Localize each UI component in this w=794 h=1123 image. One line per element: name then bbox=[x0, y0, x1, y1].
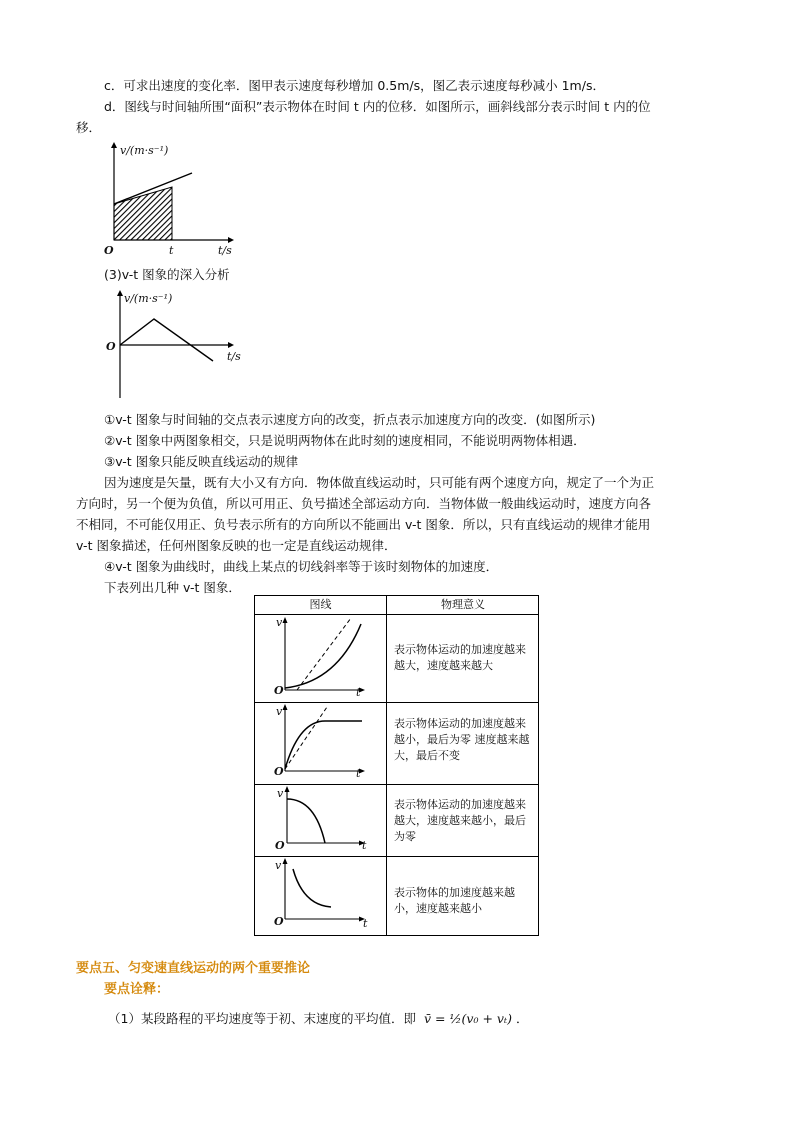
section-3-heading: (3)v-t 图象的深入分析 bbox=[104, 267, 230, 282]
row3-o: O bbox=[275, 839, 285, 852]
fig1-ylabel: v/(m·s⁻¹) bbox=[120, 144, 169, 157]
table-row bbox=[255, 614, 538, 702]
figure-turning-svg bbox=[100, 288, 250, 400]
paragraph-d-line1: d．图线与时间轴所围“面积”表示物体在时间 t 内的位移．如图所示，画斜线部分表示时间 t 内的位 bbox=[104, 99, 651, 114]
point-3-line3: 不相同，不可能仅用正、负号表示所有的方向所以不能画出 v-t 图象．所以，只有直线运动的规律才能用 bbox=[76, 517, 651, 532]
row4-o: O bbox=[274, 915, 284, 928]
header-meaning: 物理意义 bbox=[441, 598, 485, 611]
row1-t: t bbox=[356, 686, 361, 699]
fig2-origin: O bbox=[106, 340, 116, 353]
formula-text: （1）某段路程的平均速度等于初、末速度的平均值．即 bbox=[108, 1011, 416, 1026]
paragraph-d-line2: 移． bbox=[76, 120, 102, 135]
point-1: ①v-t 图象与时间轴的交点表示速度方向的改变，折点表示加速度方向的改变．(如图所示) bbox=[104, 412, 596, 427]
row4-t: t bbox=[363, 917, 368, 930]
point-3-line1: 因为速度是矢量，既有大小又有方向．物体做直线运动时，只可能有两个速度方向，规定了一个为正 bbox=[104, 475, 655, 490]
fig2-xlabel: t/s bbox=[227, 350, 241, 363]
point-3: ③v-t 图象只能反映直线运动的规律 bbox=[104, 454, 299, 469]
fig2-ylabel: v/(m·s⁻¹) bbox=[124, 292, 173, 305]
point-3-line2: 方向时，另一个便为负值，所以可用正、负号描述全部运动方向．当物体做一般曲线运动时，速度方向各 bbox=[76, 496, 652, 511]
point-3-line4: v-t 图象描述，任何州图象反映的也一定是直线运动规律． bbox=[76, 538, 397, 553]
fig1-origin: O bbox=[104, 244, 114, 257]
section-5-title: 要点五、匀变速直线运动的两个重要推论 bbox=[76, 961, 311, 976]
table-intro: 下表列出几种 v-t 图象． bbox=[104, 580, 241, 595]
row1-o: O bbox=[274, 684, 284, 697]
vt-graph-table bbox=[254, 595, 539, 936]
table-row bbox=[255, 857, 538, 936]
paragraph-c: c．可求出速度的变化率．图甲表示速度每秒增加 0.5m/s，图乙表示速度每秒减小 1m/s． bbox=[104, 78, 605, 93]
figure-turning-vt bbox=[100, 288, 250, 400]
row2-t: t bbox=[356, 767, 361, 780]
header-graph: 图线 bbox=[309, 598, 332, 611]
row3-meaning: 表示物体运动的加速度越来越大，速度越来越小，最后为零 bbox=[394, 798, 526, 843]
section-5-subtitle: 要点诠释： bbox=[104, 982, 170, 997]
point-4: ④v-t 图象为曲线时，曲线上某点的切线斜率等于该时刻物体的加速度． bbox=[104, 559, 499, 574]
point-2: ②v-t 图象中两图象相交，只是说明两物体在此时刻的速度相同，不能说明两物体相遇． bbox=[104, 433, 586, 448]
row4-v: v bbox=[275, 859, 282, 872]
formula-line bbox=[108, 1010, 528, 1027]
fig1-xlabel: t/s bbox=[218, 244, 232, 257]
row4-meaning: 表示物体的加速度越来越小，速度越来越小 bbox=[394, 886, 515, 915]
table-row bbox=[255, 703, 538, 784]
table-header-row bbox=[255, 596, 538, 615]
row1-v: v bbox=[276, 616, 283, 629]
row1-meaning: 表示物体运动的加速度越来越大，速度越来越大 bbox=[394, 643, 526, 672]
row3-v: v bbox=[277, 787, 284, 800]
row2-o: O bbox=[274, 765, 284, 778]
formula: v̄ = ½(v₀ + vₜ) bbox=[423, 1011, 512, 1026]
row2-v: v bbox=[276, 705, 283, 718]
row3-t: t bbox=[362, 839, 367, 852]
fig1-tmark: t bbox=[169, 244, 174, 257]
row2-meaning: 表示物体运动的加速度越来越小，最后为零 速度越来越大，最后不变 bbox=[394, 717, 530, 762]
figure-area-svg bbox=[100, 140, 240, 260]
hatched-area bbox=[114, 187, 172, 240]
table-row bbox=[255, 785, 538, 856]
figure-area-vt bbox=[100, 140, 240, 260]
formula-end: ． bbox=[515, 1011, 529, 1026]
